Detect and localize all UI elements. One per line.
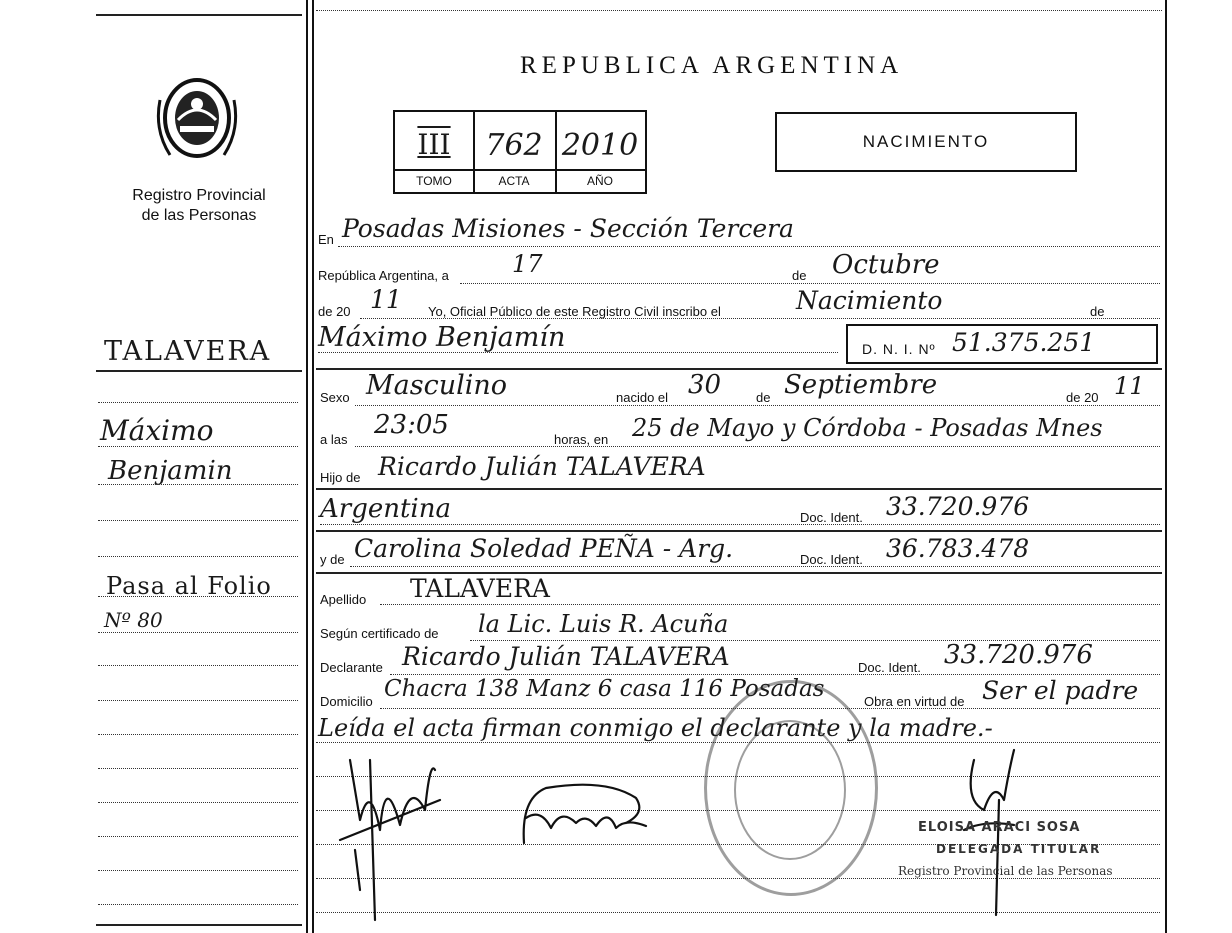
de-label: de [792,268,807,283]
de20-label: de 20 [1066,390,1099,405]
form-rule [316,488,1162,490]
top-dotted-rule [316,10,1162,11]
father-nationality: Argentina [320,494,451,524]
mother-signature-icon [516,778,656,848]
seal-title: DELEGADA TITULAR [936,842,1102,856]
form-line [390,674,1160,675]
margin-dotted-line [98,520,298,521]
top-left-rule [96,14,302,16]
apellido-value: TALAVERA [410,574,550,603]
year-prefix: de 20 [318,304,351,319]
form-line [350,566,1160,567]
form-line [460,283,1160,284]
birth-month: Septiembre [784,370,938,400]
form-line [355,446,1160,447]
reference-table [393,110,647,194]
en-value: Posadas Misiones - Sección Tercera [342,214,794,243]
margin-dotted-line [98,665,298,666]
yde-label: y de [320,552,345,567]
form-right-border [1165,0,1167,933]
birth-year: 11 [1114,372,1145,400]
segun-label: Según certificado de [320,626,439,641]
dni-label: D. N. I. Nº [862,341,936,357]
margin-first-name: Máximo [100,414,214,447]
margin-dotted-line [98,484,298,485]
sexo-label: Sexo [320,390,350,405]
place-value: 25 de Mayo y Córdoba - Posadas Mnes [632,414,1103,442]
registry-name-line2: de las Personas [141,207,257,224]
seal-org: Registro Provincial de las Personas [898,864,1113,878]
horas-label: horas, en [554,432,609,447]
country-heading: REPUBLICA ARGENTINA [520,52,904,79]
domicilio-value: Chacra 138 Manz 6 casa 116 Posadas [384,676,825,702]
margin-dotted-line [98,556,298,557]
month-value: Octubre [832,250,940,280]
obra-label: Obra en virtud de [864,694,965,709]
father-name: Ricardo Julián TALAVERA [378,452,706,481]
registry-stamp-inner-icon [734,720,846,860]
anio-label: AÑO [586,174,613,188]
closing-statement: Leída el acta firman conmigo el declarante y la madre.- [318,714,993,742]
dni-value: 51.375.251 [952,328,1096,357]
de2-label: de [1090,304,1105,319]
margin-surname: TALAVERA [104,336,272,367]
alas-label: a las [320,432,348,447]
domicilio-label: Domicilio [320,694,373,709]
seal-name: ELOISA ARACI SOSA [918,820,1081,835]
record-type-box [775,112,1077,172]
tomo-label: TOMO [416,174,452,188]
form-line [318,352,838,353]
oficial-text: Yo, Oficial Público de este Registro Civil inscribo el [428,304,721,319]
form-line [338,246,1160,247]
obra-value: Ser el padre [982,676,1139,705]
acta-label: ACTA [498,174,530,188]
form-line [380,604,1160,605]
margin-dotted-line [98,402,298,403]
segun-value: la Lic. Luis R. Acuña [478,610,729,638]
day-value: 17 [512,250,543,278]
doc-label: Doc. Ident. [800,510,863,525]
declarante-label: Declarante [320,660,383,675]
inscribo-value: Nacimiento [796,286,943,315]
margin-dotted-line [98,870,298,871]
doc2-label: Doc. Ident. [800,552,863,567]
hour-value: 23:05 [374,410,449,440]
nacido-label: nacido el [616,390,669,405]
margin-dotted-line [98,632,298,633]
de3-label: de [756,390,771,405]
father-doc: 33.720.976 [886,492,1030,521]
mother-name: Carolina Soledad PEÑA - Arg. [354,534,734,563]
form-line [360,318,1160,319]
dni-box [846,324,1158,364]
margin-dotted-line [98,768,298,769]
en-label: En [318,232,334,247]
margin-dotted-line [98,802,298,803]
republica-label: República Argentina, a [318,268,449,283]
margin-dotted-line [98,904,298,905]
declarant-signature-icon [330,740,450,930]
sexo-value: Masculino [366,370,508,401]
declarante-doc: 33.720.976 [944,640,1093,670]
form-line [355,405,1160,406]
margin-dotted-line [98,734,298,735]
tomo-value: III [417,128,451,161]
form-left-border [312,0,314,933]
record-type: NACIMIENTO [862,132,990,151]
margin-folio-note: Pasa al Folio [106,572,272,600]
birth-day: 30 [688,370,722,400]
form-rule [316,530,1162,532]
apellido-label: Apellido [320,592,367,607]
anio-value: 2010 [561,128,639,163]
margin-middle-name: Benjamin [108,456,233,486]
mother-doc: 36.783.478 [886,534,1030,563]
left-panel-divider [306,0,308,933]
hijo-label: Hijo de [320,470,361,485]
margin-rule [96,370,302,372]
margin-bottom-rule [96,924,302,926]
registry-name-line1: Registro Provincial [132,187,266,204]
margin-dotted-line [98,700,298,701]
child-name: Máximo Benjamín [318,322,566,353]
doc3-label: Doc. Ident. [858,660,921,675]
declarante-value: Ricardo Julián TALAVERA [402,642,730,671]
margin-folio-number: Nº 80 [104,608,163,632]
margin-dotted-line [98,446,298,447]
provincial-emblem-icon [150,70,244,170]
year-value: 11 [370,285,402,314]
margin-dotted-line [98,836,298,837]
acta-value: 762 [485,128,543,163]
margin-dotted-line [98,596,298,597]
form-line [320,524,1160,525]
